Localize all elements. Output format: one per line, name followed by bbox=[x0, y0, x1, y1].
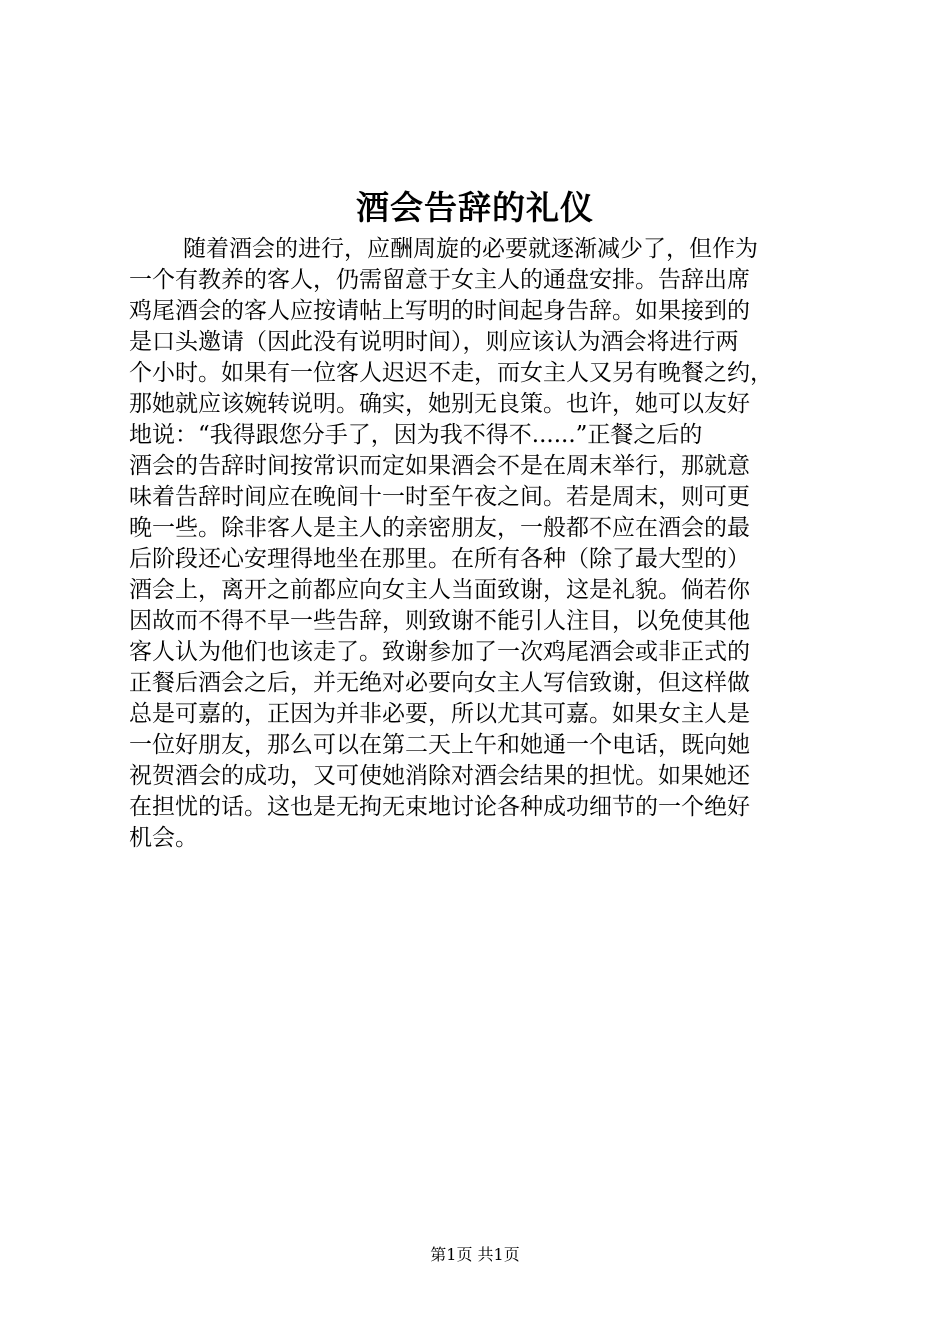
paragraph-line: 祝贺酒会的成功，又可使她消除对酒会结果的担忧。如果她还 bbox=[129, 763, 750, 789]
paragraph-line: 个小时。如果有一位客人迟迟不走，而女主人又另有晚餐之约， bbox=[129, 360, 773, 386]
paragraph-line: 在担忧的话。这也是无拘无束地讨论各种成功细节的一个绝好 bbox=[129, 794, 750, 820]
paragraph-line: 那她就应该婉转说明。确实，她别无良策。也许，她可以友好 bbox=[129, 391, 750, 417]
document-title: 酒会告辞的礼仪 bbox=[356, 188, 594, 227]
paragraph-line: 总是可嘉的，正因为并非必要，所以尤其可嘉。如果女主人是 bbox=[129, 701, 750, 727]
paragraph-line: 晚一些。除非客人是主人的亲密朋友，一般都不应在酒会的最 bbox=[129, 515, 750, 541]
paragraph-line: 酒会上，离开之前都应向女主人当面致谢，这是礼貌。倘若你 bbox=[129, 577, 750, 603]
paragraph-line: 一个有教养的客人，仍需留意于女主人的通盘安排。告辞出席 bbox=[129, 267, 750, 293]
paragraph-line: 后阶段还心安理得地坐在那里。在所有各种（除了最大型的） bbox=[129, 546, 750, 572]
paragraph-line: 酒会的告辞时间按常识而定如果酒会不是在周末举行，那就意 bbox=[129, 453, 750, 479]
body-paragraph bbox=[129, 234, 833, 854]
paragraph-line: 地说：“我得跟您分手了，因为我不得不......”正餐之后的 bbox=[129, 422, 703, 448]
paragraph-line: 因故而不得不早一些告辞，则致谢不能引人注目，以免使其他 bbox=[129, 608, 750, 634]
paragraph-line: 机会。 bbox=[129, 825, 198, 851]
paragraph-line: 随着酒会的进行，应酬周旋的必要就逐渐减少了，但作为 bbox=[183, 236, 758, 262]
paragraph-line: 是口头邀请（因此没有说明时间），则应该认为酒会将进行两 bbox=[129, 329, 739, 355]
paragraph-line: 味着告辞时间应在晚间十一时至午夜之间。若是周末，则可更 bbox=[129, 484, 750, 510]
paragraph-line: 客人认为他们也该走了。致谢参加了一次鸡尾酒会或非正式的 bbox=[129, 639, 750, 665]
paragraph-line: 正餐后酒会之后，并无绝对必要向女主人写信致谢，但这样做 bbox=[129, 670, 750, 696]
paragraph-line: 一位好朋友，那么可以在第二天上午和她通一个电话，既向她 bbox=[129, 732, 750, 758]
page-footer: 第1页 共1页 bbox=[430, 1245, 520, 1264]
paragraph-line: 鸡尾酒会的客人应按请帖上写明的时间起身告辞。如果接到的 bbox=[129, 298, 750, 324]
